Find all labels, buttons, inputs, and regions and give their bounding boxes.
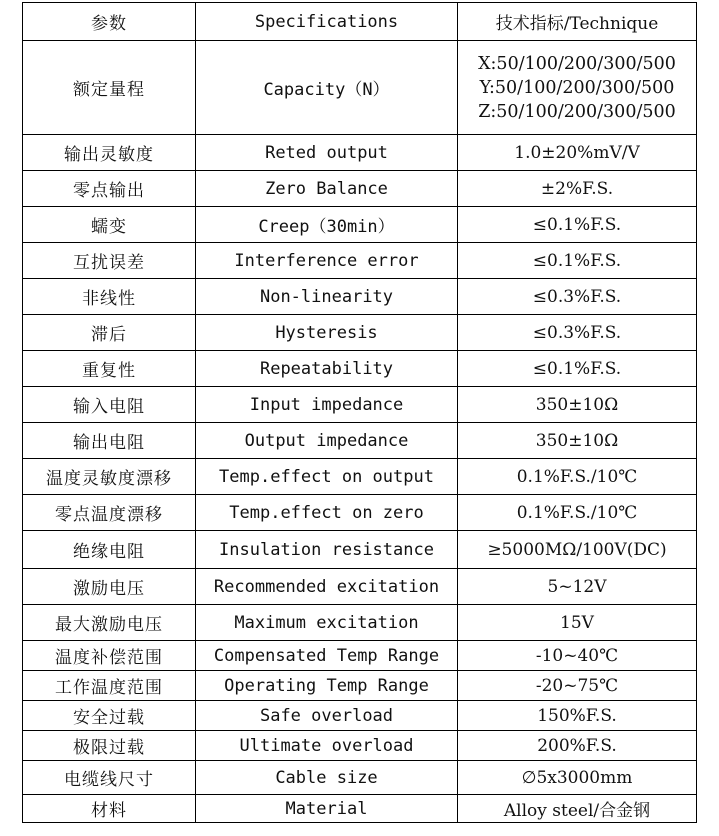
param-name-cn: 材料 — [23, 795, 196, 823]
param-name-en: Creep（30min） — [196, 207, 458, 243]
param-name-cn: 输出电阻 — [23, 423, 196, 459]
param-value: ≤0.3%F.S. — [458, 279, 697, 315]
table-row — [23, 641, 697, 671]
param-value: ≥5000MΩ/100V(DC) — [458, 531, 697, 569]
param-name-en: Temp.effect on zero — [196, 495, 458, 531]
param-value: 15V — [458, 605, 697, 641]
param-value: -20~75℃ — [458, 671, 697, 701]
table-row — [23, 569, 697, 605]
param-name-cn: 输出灵敏度 — [23, 135, 196, 171]
param-name-en: Recommended excitation — [196, 569, 458, 605]
param-name-en: Interference error — [196, 243, 458, 279]
table-row — [23, 495, 697, 531]
capacity-name-en: Capacity（N） — [196, 41, 458, 135]
table-row — [23, 671, 697, 701]
param-name-cn: 输入电阻 — [23, 387, 196, 423]
param-name-cn: 最大激励电压 — [23, 605, 196, 641]
param-value: 350±10Ω — [458, 387, 697, 423]
table-row — [23, 315, 697, 351]
param-value: 5~12V — [458, 569, 697, 605]
param-name-cn: 极限过载 — [23, 731, 196, 761]
param-name-en: Repeatability — [196, 351, 458, 387]
param-value: Alloy steel/合金钢 — [458, 795, 697, 823]
table-row — [23, 171, 697, 207]
capacity-values — [458, 41, 697, 135]
param-name-en: Maximum excitation — [196, 605, 458, 641]
capacity-name-cn: 额定量程 — [23, 41, 196, 135]
param-name-cn: 激励电压 — [23, 569, 196, 605]
param-value: 0.1%F.S./10℃ — [458, 459, 697, 495]
param-name-en: Non-linearity — [196, 279, 458, 315]
param-name-cn: 零点输出 — [23, 171, 196, 207]
spec-sheet — [22, 2, 696, 823]
table-row — [23, 701, 697, 731]
param-name-cn: 温度灵敏度漂移 — [23, 459, 196, 495]
table-header-row — [23, 3, 697, 41]
param-name-en: Compensated Temp Range — [196, 641, 458, 671]
param-name-en: Temp.effect on output — [196, 459, 458, 495]
param-name-cn: 非线性 — [23, 279, 196, 315]
table-row-capacity — [23, 41, 697, 135]
table-row — [23, 731, 697, 761]
param-name-cn: 工作温度范围 — [23, 671, 196, 701]
param-value: 1.0±20%mV/V — [458, 135, 697, 171]
table-row — [23, 795, 697, 823]
param-name-en: Material — [196, 795, 458, 823]
param-name-en: Ultimate overload — [196, 731, 458, 761]
table-row — [23, 761, 697, 795]
param-name-en: Operating Temp Range — [196, 671, 458, 701]
param-name-en: Reted output — [196, 135, 458, 171]
capacity-y-range: Y:50/100/200/300/500 — [479, 77, 675, 98]
param-name-cn: 安全过载 — [23, 701, 196, 731]
param-name-en: Safe overload — [196, 701, 458, 731]
param-value: ±2%F.S. — [458, 171, 697, 207]
table-row — [23, 605, 697, 641]
table-row — [23, 135, 697, 171]
param-value: ≤0.3%F.S. — [458, 315, 697, 351]
param-name-cn: 滞后 — [23, 315, 196, 351]
param-value: ≤0.1%F.S. — [458, 243, 697, 279]
table-row — [23, 423, 697, 459]
param-name-en: Zero Balance — [196, 171, 458, 207]
param-name-cn: 重复性 — [23, 351, 196, 387]
param-name-en: Hysteresis — [196, 315, 458, 351]
param-name-cn: 温度补偿范围 — [23, 641, 196, 671]
param-value: ∅5x3000mm — [458, 761, 697, 795]
table-row — [23, 531, 697, 569]
param-name-cn: 蠕变 — [23, 207, 196, 243]
param-name-cn: 电缆线尺寸 — [23, 761, 196, 795]
header-specifications: Specifications — [196, 3, 458, 41]
param-value: ≤0.1%F.S. — [458, 207, 697, 243]
header-technique: 技术指标/Technique — [458, 3, 697, 41]
table-row — [23, 459, 697, 495]
table-row — [23, 243, 697, 279]
param-value: 350±10Ω — [458, 423, 697, 459]
param-value: 0.1%F.S./10℃ — [458, 495, 697, 531]
param-value: ≤0.1%F.S. — [458, 351, 697, 387]
param-value: -10~40℃ — [458, 641, 697, 671]
param-name-cn: 零点温度漂移 — [23, 495, 196, 531]
param-name-en: Input impedance — [196, 387, 458, 423]
param-name-cn: 绝缘电阻 — [23, 531, 196, 569]
table-row — [23, 387, 697, 423]
param-value: 150%F.S. — [458, 701, 697, 731]
capacity-z-range: Z:50/100/200/300/500 — [478, 101, 676, 122]
table-row — [23, 207, 697, 243]
param-name-en: Cable size — [196, 761, 458, 795]
param-name-en: Insulation resistance — [196, 531, 458, 569]
specification-table — [22, 2, 697, 823]
table-row — [23, 351, 697, 387]
capacity-x-range: X:50/100/200/300/500 — [478, 53, 676, 74]
param-name-en: Output impedance — [196, 423, 458, 459]
table-row — [23, 279, 697, 315]
param-value: 200%F.S. — [458, 731, 697, 761]
header-parameter: 参数 — [23, 3, 196, 41]
param-name-cn: 互扰误差 — [23, 243, 196, 279]
